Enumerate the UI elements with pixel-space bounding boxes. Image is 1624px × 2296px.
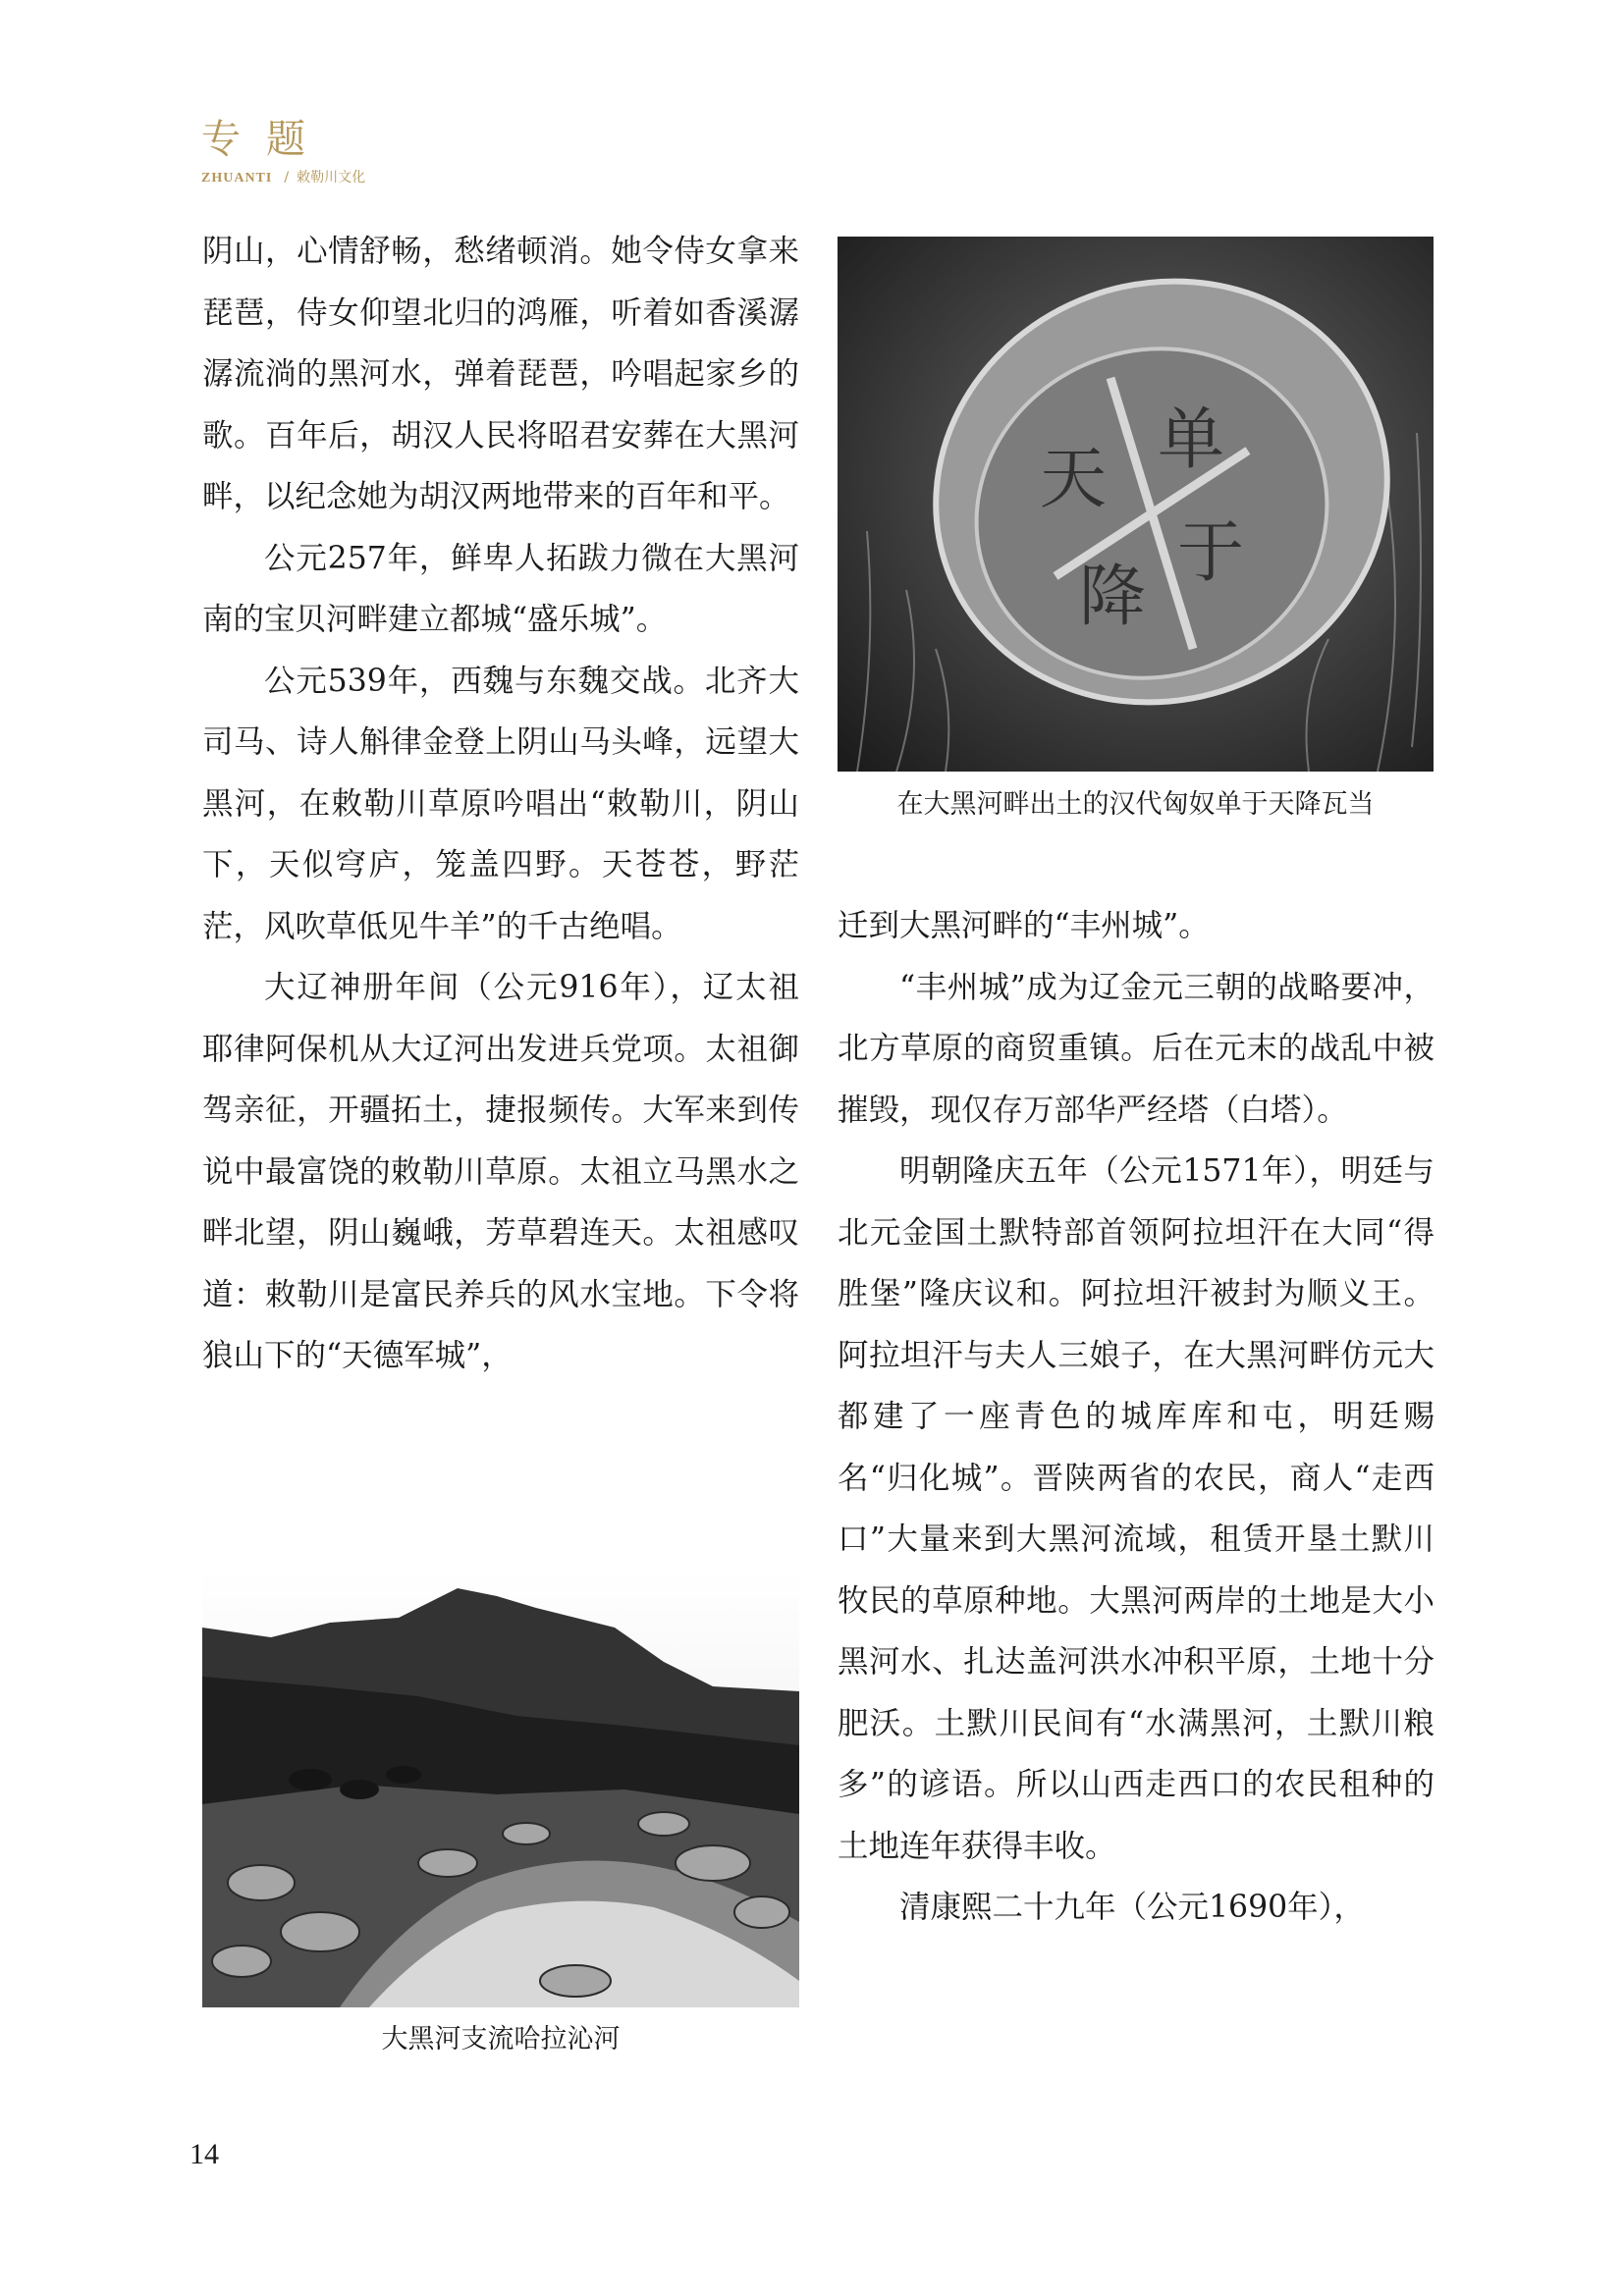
right-column xyxy=(838,895,1435,1939)
river-photo-caption: 大黑河支流哈拉沁河 xyxy=(381,2024,621,2055)
paragraph: “丰州城”成为辽金元三朝的战略要冲，北方草原的商贸重镇。后在元末的战乱中被摧毁，现仅存万部华严经塔（白塔）。 xyxy=(838,969,1435,1128)
section-subtitle xyxy=(201,167,365,187)
river-photo xyxy=(202,1569,799,2007)
section-header xyxy=(201,116,366,186)
river-photo-image xyxy=(202,1569,799,2007)
paragraph: 公元539年，西魏与东魏交战。北齐大司马、诗人斛律金登上阴山马头峰，远望大黑河，在敕勒川草原吟唱出“敕勒川，阴山下，天似穹庐，笼盖四野。天苍苍，野茫茫，风吹草低见牛羊”的千古绝唱。 xyxy=(202,663,799,944)
paragraph: 公元257年，鲜卑人拓跋力微在大黑河南的宝贝河畔建立都城“盛乐城”。 xyxy=(202,540,799,637)
tile-photo xyxy=(838,237,1434,772)
tile-inscription-char: 降 xyxy=(1078,559,1147,636)
tile-inscription-char: 天 xyxy=(1039,441,1108,518)
section-title: 专题 xyxy=(201,117,331,162)
page-number: 14 xyxy=(189,2138,219,2170)
paragraph: 大辽神册年间（公元916年），辽太祖耶律阿保机从大辽河出发进兵党项。太祖御驾亲征，开疆拓土，捷报频传。大军来到传说中最富饶的敕勒川草原。太祖立马黑水之畔北望，阴山巍峨，芳草碧连天。太祖感叹道：敕勒川是富民养兵的风水宝地。下令将狼山下的“天德军城”， xyxy=(202,970,799,1373)
section-subtitle-en: ZHUANTI xyxy=(201,171,273,186)
paragraph: 迁到大黑河畔的“丰州城”。 xyxy=(838,908,1210,943)
tile-photo-caption: 在大黑河畔出土的汉代匈奴单于天降瓦当 xyxy=(896,789,1375,820)
paragraph: 明朝隆庆五年（公元1571年），明廷与北元金国土默特部首领阿拉坦汗在大同“得胜堡”隆庆议和。阿拉坦汗被封为顺义王。阿拉坦汗与夫人三娘子，在大黑河畔仿元大都建了一座青色的城库库和屯，明廷赐名“归化城”。晋陕两省的农民，商人“走西口”大量来到大黑河流域，租赁开垦土默川牧民的草原种地。大黑河两岸的土地是大小黑河水、扎达盖河洪水冲积平原，土地十分肥沃。土默川民间有“水满黑河，土默川粮多”的谚语。所以山西走西口的农民租种的土地连年获得丰收。 xyxy=(838,1153,1435,1864)
subtitle-divider: / xyxy=(284,170,290,186)
paragraph: 阴山，心情舒畅，愁绪顿消。她令侍女拿来琵琶，侍女仰望北归的鸿雁，听着如香溪潺潺流淌的黑河水，弹着琵琶，吟唱起家乡的歌。百年后，胡汉人民将昭君安葬在大黑河畔，以纪念她为胡汉两地带来的百年和平。 xyxy=(202,234,799,514)
tile-inscription-char: 于 xyxy=(1176,514,1245,592)
tile-photo-image xyxy=(838,237,1434,772)
left-column xyxy=(202,221,799,1387)
section-subtitle-cn: 敕勒川文化 xyxy=(297,170,366,186)
tile-inscription-char: 单 xyxy=(1157,401,1225,479)
paragraph: 清康熙二十九年（公元1690年）， xyxy=(899,1890,1365,1925)
